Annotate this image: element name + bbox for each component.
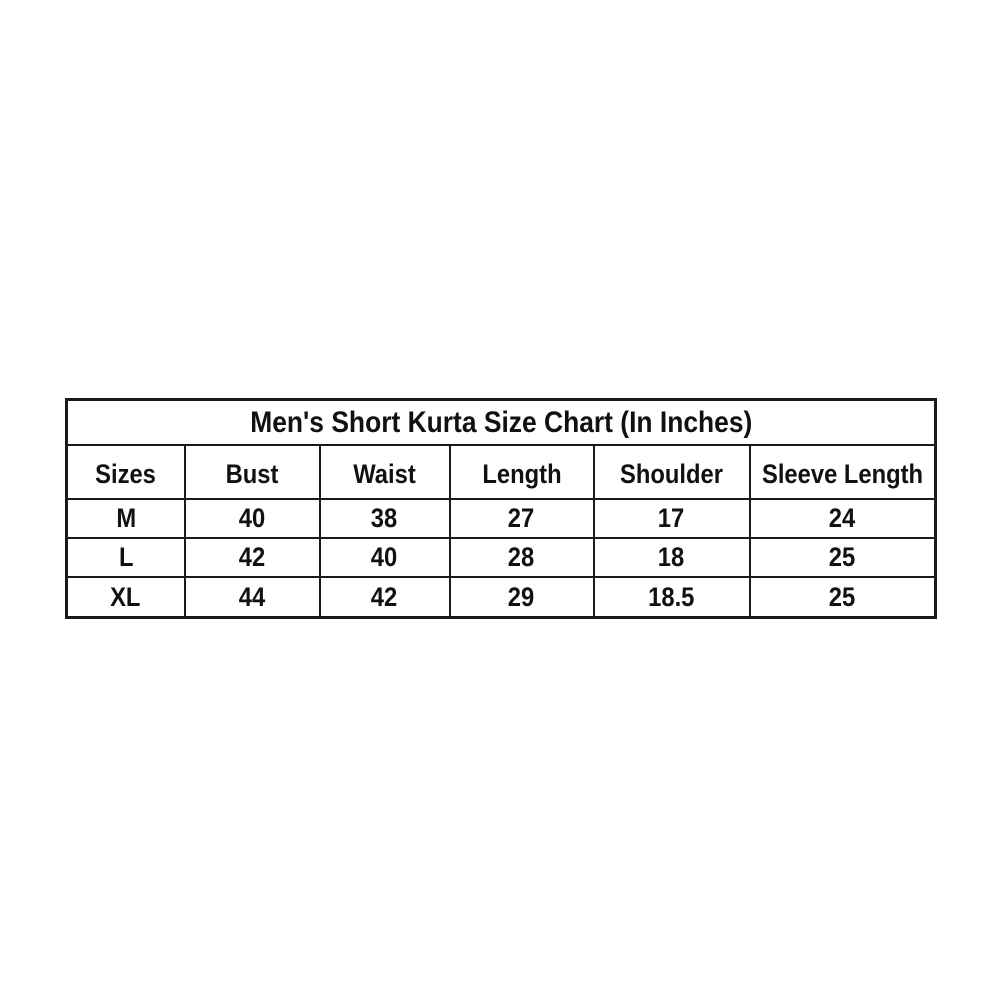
table-row-l: [67, 538, 936, 577]
column-header-waist: Waist: [320, 445, 450, 499]
cell-size-l: L: [67, 538, 185, 577]
header-row: [67, 445, 936, 499]
cell-length-l: 28: [450, 538, 594, 577]
table-row-xl: [67, 577, 936, 618]
cell-length-xl: 29: [450, 577, 594, 618]
column-header-length: Length: [450, 445, 594, 499]
cell-shoulder-l: 18: [594, 538, 750, 577]
cell-waist-xl: 42: [320, 577, 450, 618]
cell-shoulder-xl: 18.5: [594, 577, 750, 618]
cell-waist-m: 38: [320, 499, 450, 538]
cell-sleeve-length-l: 25: [750, 538, 936, 577]
cell-sleeve-length-m: 24: [750, 499, 936, 538]
cell-size-xl: XL: [67, 577, 185, 618]
cell-length-m: 27: [450, 499, 594, 538]
table-title-text: Men's Short Kurta Size Chart (In Inches): [249, 405, 753, 439]
cell-bust-m: 40: [185, 499, 320, 538]
column-header-bust: Bust: [185, 445, 320, 499]
cell-bust-l: 42: [185, 538, 320, 577]
table-row-m: [67, 499, 936, 538]
cell-bust-xl: 44: [185, 577, 320, 618]
cell-shoulder-m: 17: [594, 499, 750, 538]
table-title: [67, 400, 936, 446]
cell-waist-l: 40: [320, 538, 450, 577]
cell-sleeve-length-xl: 25: [750, 577, 936, 618]
column-header-sleeve-length: Sleeve Length: [750, 445, 936, 499]
column-header-sizes: Sizes: [67, 445, 185, 499]
title-row: [67, 400, 936, 446]
column-header-shoulder: Shoulder: [594, 445, 750, 499]
cell-size-m: M: [67, 499, 185, 538]
size-chart-table: [65, 398, 937, 619]
